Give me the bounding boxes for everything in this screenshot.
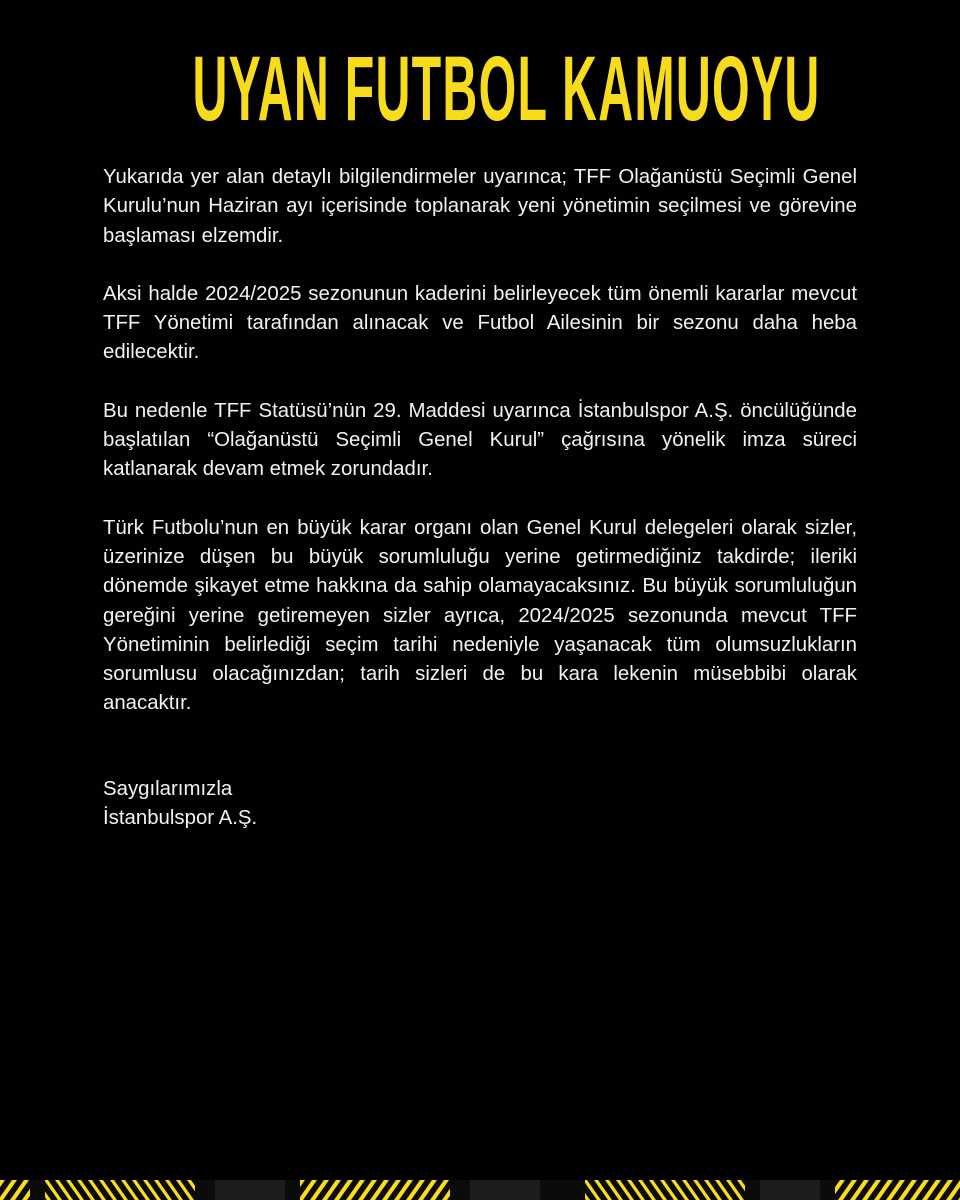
page-title [0,38,960,138]
paragraph-1: Yukarıda yer alan detaylı bilgilendirmeler uyarınca; TFF Olağanüstü Seçimli Genel Kurulu’nun Haziran ayı içerisinde toplanarak yeni yönetimin seçilmesi ve görevine başlaması elzemdir. [103,166,857,247]
paragraph-2: Aksi halde 2024/2025 sezonunun kaderini belirleyecek tüm önemli kararlar mevcut TFF Yönetimi tarafından alınacak ve Futbol Ailesinin bir sezonu daha heba edilecektir. [103,282,857,364]
title-text: UYAN FUTBOL KAMUOYU [192,36,821,140]
signature: İstanbulspor A.Ş. [103,807,258,830]
salutation: Saygılarımızla [103,778,233,800]
hazard-stripe-border [0,1180,960,1200]
paragraph-3: Bu nedenle TFF Statüsü’nün 29. Maddesi uyarınca İstanbulspor A.Ş. öncülüğünde başlatılan “Olağanüstü Seçimli Genel Kurul” çağrısına yönelik imza süreci katlanarak devam etmek zorundadır. [103,399,857,481]
closing-block [103,775,257,834]
hazard-stripes-graphic [0,1180,960,1200]
paragraph-4: Türk Futbolu’nun en büyük karar organı olan Genel Kurul delegeleri olarak sizler, üzerinize düşen bu büyük sorumluluğu yerine getirmediğiniz takdirde; ileriki dönemde şikayet etme hakkına da sahip olamayacaksınız. Bu büyük sorumluluğun gereğini yerine getiremeyen sizler ayrıca, 2024/2025 sezonunda mevcut TFF Yönetiminin belirlediği seçim tarihi nedeniyle yaşanacak tüm olumsuzlukların sorumlusu olacağınızdan; tarih sizleri de bu kara lekenin müsebbibi olarak anacaktır. [103,516,857,715]
statement-body [103,163,857,748]
